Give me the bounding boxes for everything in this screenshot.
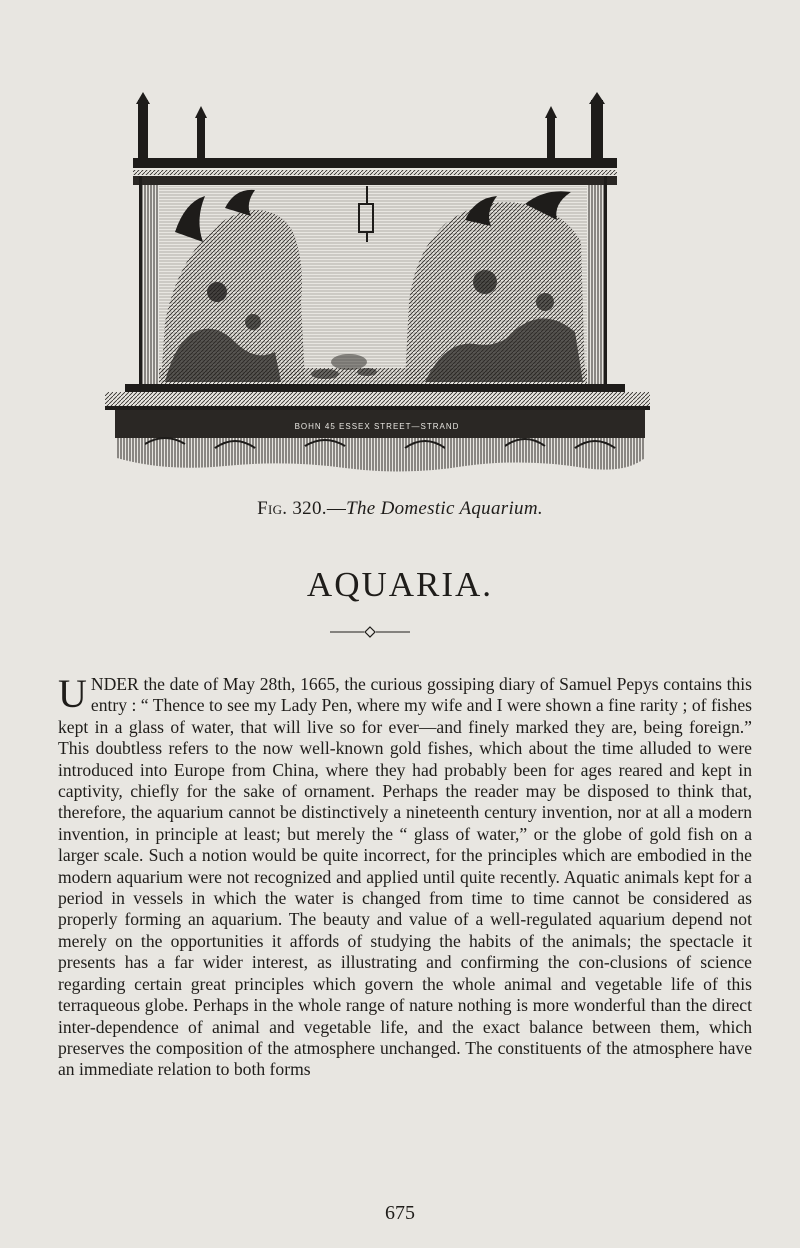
divider-ornament [330, 625, 410, 639]
corner-finials [136, 92, 605, 160]
drop-cap: U [58, 671, 87, 716]
base-inscription: BOHN 45 ESSEX STREET—STRAND [294, 422, 460, 431]
section-heading: AQUARIA. [306, 565, 494, 604]
figure-label: Fig. 320. [257, 498, 327, 519]
page-number: 675 [385, 1202, 415, 1224]
figure-title: The Domestic Aquarium. [346, 498, 543, 519]
aquarium-engraving [105, 92, 657, 494]
caption-dash: — [326, 498, 347, 519]
top-frame [133, 158, 617, 185]
base-fringe [117, 438, 645, 472]
body-paragraph [58, 671, 752, 1081]
aquarium-illustration [105, 92, 657, 494]
body-text: NDER the date of May 28th, 1665, the curious gossiping diary of Samuel Pepys contains this entry : “ Thence to see my Lady Pen, where my wife and I were shown a fine rarity ; of fishes kept in a glass of water, that will live so for ever—and finely marked they are, being foreign.” This doubtless refers to the now well-known gold fishes, which about the time alluded to were introduced into Europe from China, where they had probably been for ages reared and kept in captivity, chiefly for the sake of ornament. Perhaps the reader may be disposed to think that, therefore, the aquarium cannot be distinctively a nineteenth century invention, nor at all a modern invention, in principle at least; but merely the “ glass of water,” or the globe of gold fish on a larger scale. Such a notion would be quite incorrect, for the principles which are embodied in the modern aquarium were not recognized and applied until quite recently. Aquatic animals kept for a period in vessels in which the water is changed from time to time cannot be considered as properly forming an aquarium. The beauty and value of a well-regulated aquarium depend not merely on the opportunities it affords of studying the habits of the animals; the spectacle it presents has a far wider interest, as illustrating and confirming the con-clusions of science regarding certain great principles which govern the whole animal and vegetable life of this terraqueous globe. Perhaps in the whole range of nature nothing is more wonderful than the direct inter-dependence of animal and vegetable life, and the exact balance between them, which preserves the composition of the atmosphere unchanged. The constituents of the atmosphere have an immediate relation to both forms [58, 674, 752, 1080]
figure-caption [0, 498, 800, 520]
